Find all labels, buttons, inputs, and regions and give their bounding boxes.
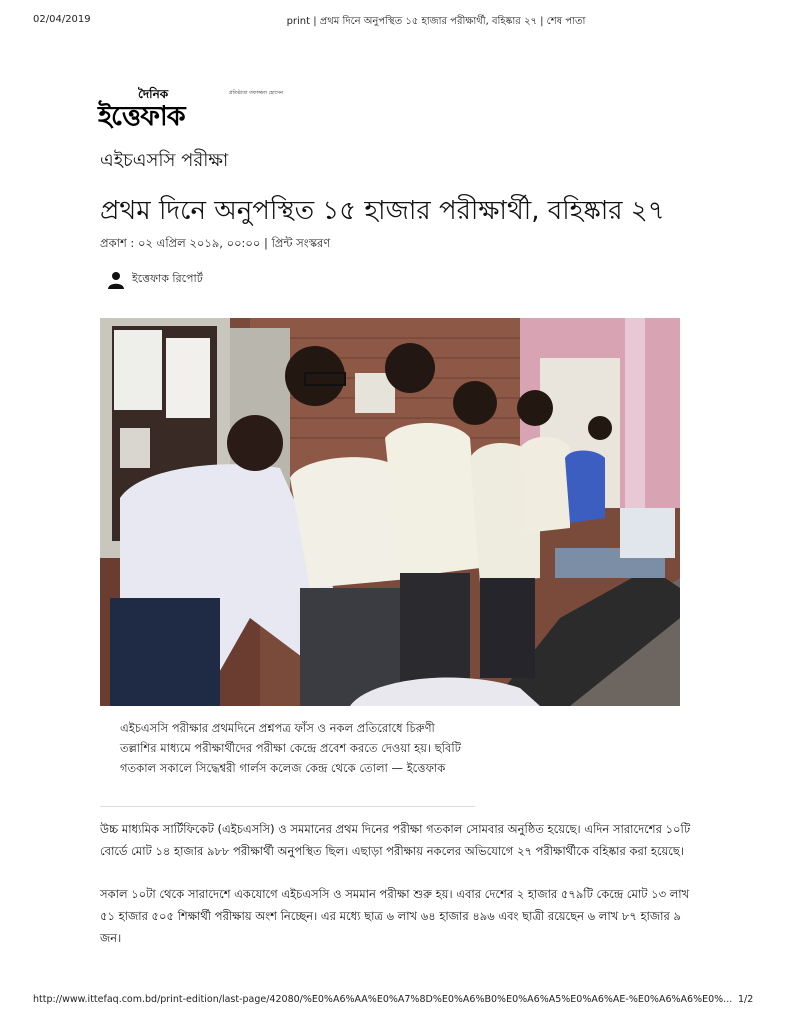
article-meta: প্রকাশ : ০২ এপ্রিল ২০১৯, ০০:০০ | প্রিন্ট সংস্করণ <box>100 236 331 250</box>
ittefaq-logo[interactable] <box>98 86 283 131</box>
author-name: ইত্তেফাক রিপোর্ট <box>132 272 203 285</box>
photo-caption: এইচএসসি পরীক্ষার প্রথমদিনে প্রশ্নপত্র ফাঁস ও নকল প্রতিরোধে চিরুণী তল্লাশির মাধ্যমে পরীক্ষার্থীদের পরীক্ষা কেন্দ্রে প্রবেশ করতে দেওয়া হয়। ছবিটি গতকাল সকালে সিদ্ধেশ্বরী গার্লস কলেজ কেন্দ্র থেকে তোলা — ইত্তেফাক <box>120 721 461 775</box>
article-category[interactable]: এইচএসসি পরীক্ষা <box>100 150 229 171</box>
logo-tagline: প্রতিষ্ঠাতা তফাজ্জল হোসেন <box>228 90 283 96</box>
print-date: 02/04/2019 <box>33 14 91 25</box>
article-author[interactable] <box>108 270 203 289</box>
article-photo <box>100 318 680 706</box>
logo-main-text: ইত্তেফাক <box>98 101 185 132</box>
exam-hall-photo <box>100 318 680 706</box>
caption-divider <box>100 806 475 807</box>
article-paragraph-1: উচ্চ মাধ্যমিক সার্টিফিকেট (এইচএসসি) ও সমমানের প্রথম দিনের পরীক্ষা গতকাল সোমবার অনুষ্ঠিত হয়েছে। এদিন সারাদেশের ১০টি বোর্ডে মোট ১৪ হাজার ৯৮৮ পরীক্ষার্থী অনুপস্থিত ছিল। এছাড়া পরীক্ষায় নকলের অভিযোগে ২৭ পরীক্ষার্থীকে বহিষ্কার করা হয়েছে। <box>100 822 691 858</box>
user-icon <box>108 271 124 289</box>
article-headline: প্রথম দিনে অনুপস্থিত ১৫ হাজার পরীক্ষার্থী, বহিষ্কার ২৭ <box>100 196 665 226</box>
article-paragraph-2: সকাল ১০টা থেকে সারাদেশে একযোগে এইচএসসি ও সমমান পরীক্ষা শুরু হয়। এবার দেশের ২ হাজার ৫৭৯টি কেন্দ্রে মোট ১৩ লাখ ৫১ হাজার ৫০৫ শিক্ষার্থী পরীক্ষায় অংশ নিচ্ছেন। এর মধ্যে ছাত্র ৬ লাখ ৬৪ হাজার ৪৯৬ এবং ছাত্রী রয়েছেন ৬ লাখ ৮৭ হাজার ৯ জন। <box>100 887 690 945</box>
print-page-number: 1/2 <box>738 994 754 1005</box>
print-footer-url: http://www.ittefaq.com.bd/print-edition/last-page/42080/%E0%A6%AA%E0%A7%8D%E0%A6%B0%E0%A6%A5%E0%A6%AE-%E0%A6%A6%E0%... <box>33 994 733 1005</box>
logo-top-text: দৈনিক <box>138 87 169 101</box>
print-page-title: print | প্রথম দিনে অনুপস্থিত ১৫ হাজার পরীক্ষার্থী, বহিষ্কার ২৭ | শেষ পাতা <box>286 16 586 27</box>
